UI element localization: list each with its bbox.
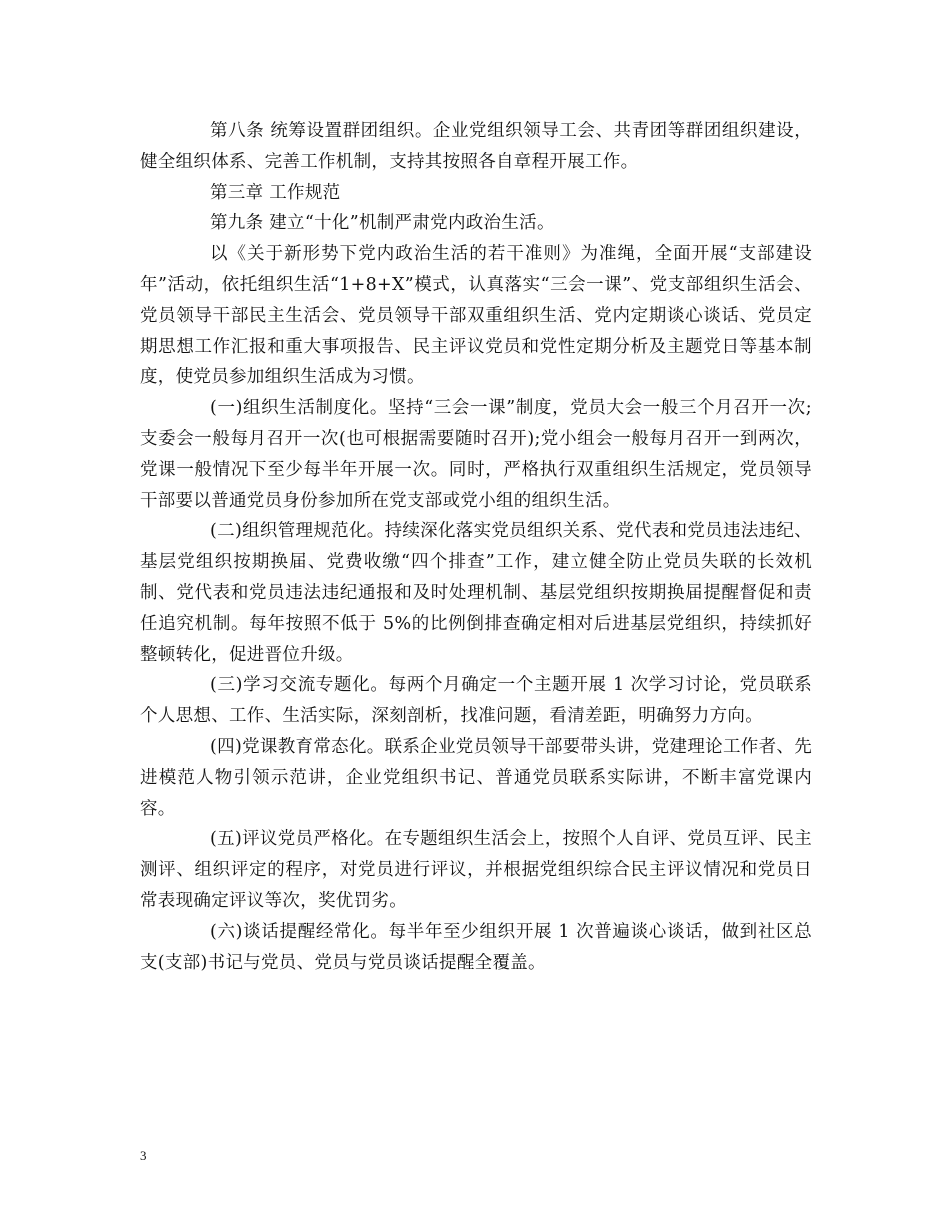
page-number: 3: [140, 1148, 147, 1163]
item-2-paragraph: (二)组织管理规范化。持续深化落实党员组织关系、党代表和党员违法违纪、基层党组织按期换届、党费收缴“四个排查”工作，建立健全防止党员失联的长效机制、党代表和党员违法违纪通报和及时处理机制、基层党组织按期换届提醒督促和责任追究机制。每年按照不低于 5%的比例倒排查确定相对后进基层党组织，持续抓好整顿转化，促进晋位升级。: [140, 521, 812, 665]
article-8-paragraph: 第八条 统筹设置群团组织。企业党组织领导工会、共青团等群团组织建设，健全组织体系、完善工作机制，支持其按照各自章程开展工作。: [140, 121, 812, 172]
item-5-paragraph: (五)评议党员严格化。在专题组织生活会上，按照个人自评、党员互评、民主测评、组织评定的程序，对党员进行评议，并根据党组织综合民主评议情况和党员日常表现确定评议等次，奖优罚劣。: [140, 829, 812, 911]
item-1-paragraph: (一)组织生活制度化。坚持“三会一课”制度，党员大会一般三个月召开一次;支委会一般每月召开一次(也可根据需要随时召开);党小组会一般每月召开一到两次，党课一般情况下至少每半年开展一次。同时，严格执行双重组织生活规定，党员领导干部要以普通党员身份参加所在党支部或党小组的组织生活。: [140, 398, 812, 511]
article-9-intro-paragraph: 以《关于新形势下党内政治生活的若干准则》为准绳，全面开展“支部建设年”活动，依托组织生活“1+8+X”模式，认真落实“三会一课”、党支部组织生活会、党员领导干部民主生活会、党员领导干部双重组织生活、党内定期谈心谈话、党员定期思想工作汇报和重大事项报告、民主评议党员和党性定期分析及主题党日等基本制度，使党员参加组织生活成为习惯。: [140, 244, 812, 388]
article-9-heading: 第九条 建立“十化”机制严肃党内政治生活。: [210, 213, 555, 234]
chapter-3-heading: 第三章 工作规范: [210, 182, 341, 203]
item-4-paragraph: (四)党课教育常态化。联系企业党员领导干部要带头讲，党建理论工作者、先进模范人物引领示范讲，企业党组织书记、普通党员联系实际讲，不断丰富党课内容。: [140, 736, 812, 819]
item-6-paragraph: (六)谈话提醒经常化。每半年至少组织开展 1 次普遍谈心谈话，做到社区总支(支部)书记与党员、党员与党员谈话提醒全覆盖。: [140, 921, 812, 973]
item-3-paragraph: (三)学习交流专题化。每两个月确定一个主题开展 1 次学习讨论，党员联系个人思想、工作、生活实际，深刻剖析，找准问题，看清差距，明确努力方向。: [140, 675, 812, 727]
document-body: [140, 116, 812, 978]
